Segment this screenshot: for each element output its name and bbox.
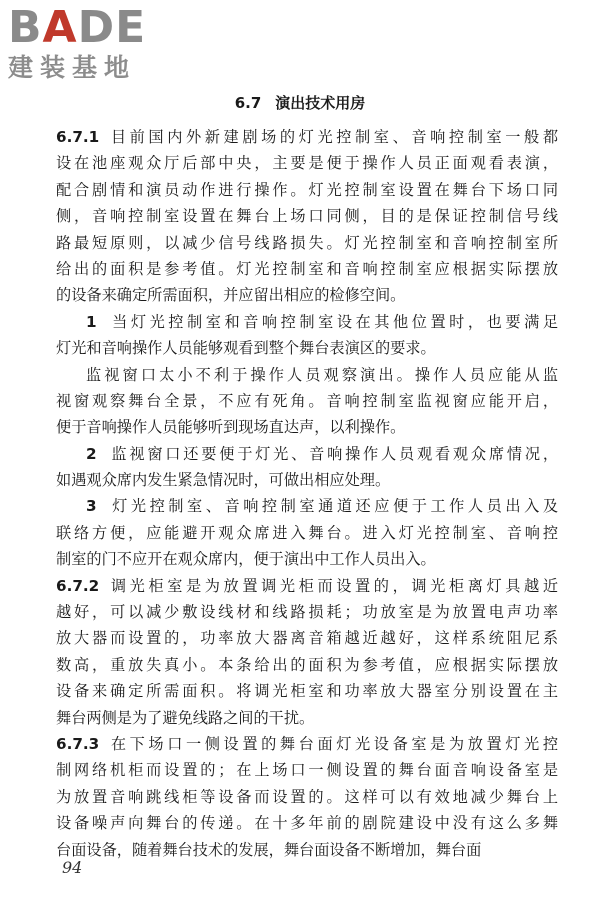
text-line <box>56 441 558 467</box>
line-text: 制室的门不应开在观众席内，便于演出中工作人员出入。 <box>56 550 436 569</box>
line-text: 放大器而设置的，功率放大器离音箱越近越好，这样系统阻尼系 <box>56 629 558 648</box>
text-line <box>56 573 558 599</box>
text-line <box>56 837 558 863</box>
logo <box>8 2 178 86</box>
numbered-item <box>56 309 558 362</box>
text-line <box>56 467 558 493</box>
text-line <box>56 388 558 414</box>
line-text: 便于音响操作人员能够听到现场直达声，以利操作。 <box>56 418 406 437</box>
line-text: 路最短原则，以减少信号线路损失。灯光控制室和音响控制室所 <box>56 233 558 252</box>
line-text: 制网络机柜而设置的；在上场口一侧设置的舞台面音响设备室是 <box>56 761 558 780</box>
line-text: 设备噪声向舞台的传递。在十多年前的剧院建设中没有这么多舞 <box>56 814 558 833</box>
text-line <box>56 705 558 731</box>
line-text: 如遇观众席内发生紧急情况时，可做出相应处理。 <box>56 471 391 490</box>
text-line <box>56 757 558 783</box>
page-number: 94 <box>62 858 83 877</box>
line-text: 越好，可以减少敷设线材和线路损耗；功放室是为放置电声功率 <box>56 603 558 622</box>
item-number: 3 <box>86 497 97 516</box>
logo-wordmark: BADE <box>8 2 147 53</box>
paragraph <box>56 362 558 441</box>
line-text: 当灯光控制室和音响控制室设在其他位置时，也要满足 <box>108 312 558 331</box>
text-line <box>56 309 558 335</box>
clause-number: 6.7.3 <box>56 734 100 753</box>
body-text <box>56 124 558 863</box>
section-number: 6.7 <box>234 94 262 112</box>
item-number: 1 <box>86 312 97 331</box>
text-line <box>56 810 558 836</box>
numbered-item <box>56 493 558 572</box>
text-line <box>56 124 558 150</box>
text-line <box>56 784 558 810</box>
clause-paragraph <box>56 731 558 863</box>
line-text: 灯光和音响操作人员能够观看到整个舞台表演区的要求。 <box>56 339 436 358</box>
section-title: 演出技术用房 <box>275 94 366 112</box>
clause-paragraph <box>56 124 558 309</box>
line-text: 监视窗口还要便于灯光、音响操作人员观看观众席情况， <box>108 444 558 463</box>
line-text: 在下场口一侧设置的舞台面灯光设备室是为放置灯光控 <box>107 734 558 753</box>
line-text: 为放置音响跳线柜等设备而设置的。这样可以有效地减少舞台上 <box>56 787 558 806</box>
line-text: 的设备来确定所需面积，并应留出相应的检修空间。 <box>56 286 406 305</box>
line-text: 设备来确定所需面积。将调光柜室和功率放大器室分别设置在主 <box>56 682 558 701</box>
text-line <box>56 203 558 229</box>
text-line <box>56 678 558 704</box>
text-line <box>56 362 558 388</box>
line-text: 台面设备，随着舞台技术的发展，舞台面设备不断增加，舞台面 <box>56 840 482 859</box>
text-line <box>56 230 558 256</box>
text-line <box>56 150 558 176</box>
logo-accent-letter: A <box>42 2 78 53</box>
numbered-item <box>56 441 558 494</box>
logo-subtitle: 建装基地 <box>8 53 137 82</box>
text-line <box>56 256 558 282</box>
clause-number: 6.7.1 <box>56 128 100 146</box>
item-number: 2 <box>86 444 97 463</box>
text-line <box>56 625 558 651</box>
line-text: 配合剧情和演员动作进行操作。灯光控制室设置在舞台下场口同 <box>56 180 558 199</box>
text-line <box>56 493 558 519</box>
text-line <box>56 282 558 308</box>
clause-number: 6.7.2 <box>56 576 100 595</box>
text-line <box>56 652 558 678</box>
line-text: 给出的面积是参考值。灯光控制室和音响控制室应根据实际摆放 <box>56 259 558 278</box>
line-text: 舞台两侧是为了避免线路之间的干扰。 <box>56 708 315 727</box>
line-text: 目前国内外新建剧场的灯光控制室、音响控制室一般都 <box>107 128 558 146</box>
line-text: 灯光控制室、音响控制室通道还应便于工作人员出入及 <box>108 497 558 516</box>
text-line <box>56 520 558 546</box>
line-text: 监视窗口太小不利于操作人员观察演出。操作人员应能从监 <box>86 365 558 384</box>
line-text: 数高，重放失真小。本条给出的面积为参考值，应根据实际摆放 <box>56 655 558 674</box>
clause-paragraph <box>56 573 558 731</box>
text-line <box>56 177 558 203</box>
line-text: 视窗观察舞台全景，不应有死角。音响控制室监视窗应能开启， <box>56 391 558 410</box>
text-line <box>56 414 558 440</box>
line-text: 设在池座观众厅后部中央，主要是便于操作人员正面观看表演， <box>56 154 558 173</box>
line-text: 侧，音响控制室设置在舞台上场口同侧，目的是保证控制信号线 <box>56 207 558 226</box>
line-text: 联络方便，应能避开观众席进入舞台。进入灯光控制室、音响控 <box>56 523 558 542</box>
line-text: 调光柜室是为放置调光柜而设置的，调光柜离灯具越近 <box>107 576 558 595</box>
text-line <box>56 599 558 625</box>
text-line <box>56 335 558 361</box>
text-line <box>56 731 558 757</box>
section-heading <box>0 92 600 113</box>
text-line <box>56 546 558 572</box>
